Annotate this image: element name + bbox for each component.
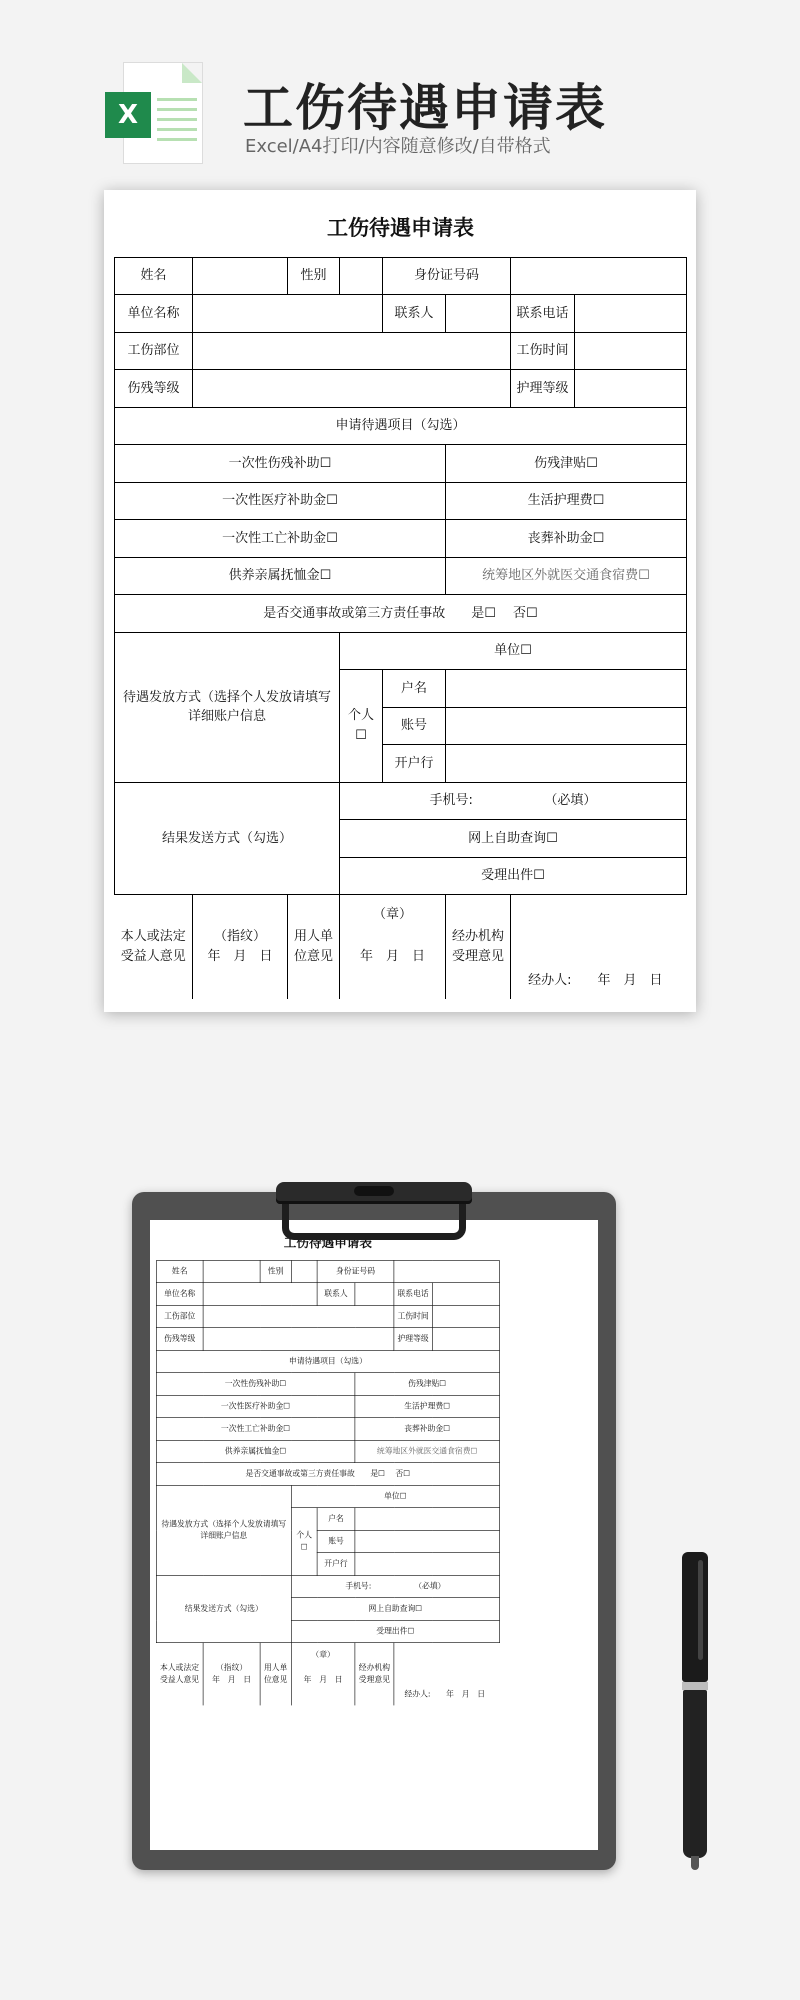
agency-opinion-label: 经办机构受理意见 <box>446 895 511 999</box>
fingerprint-label: （指纹） <box>213 929 266 945</box>
mini-checkbox-pickup[interactable]: 受理出件☐ <box>291 1620 499 1643</box>
pen-cap <box>682 1552 708 1682</box>
field-id-number[interactable] <box>511 257 687 295</box>
mini-form-title: 工伤待遇申请表 <box>156 1226 499 1260</box>
label-injury-part: 工伤部位 <box>115 332 193 370</box>
applicant-signoff[interactable] <box>193 895 288 999</box>
applicant-date: 年 月 日 <box>207 948 273 964</box>
mini-field-gender[interactable] <box>291 1260 317 1283</box>
checkbox-online-query[interactable]: 网上自助查询☐ <box>340 820 687 858</box>
field-gender[interactable] <box>340 257 383 295</box>
label-id-number: 身份证号码 <box>383 257 511 295</box>
employer-date: 年 月 日 <box>359 949 425 964</box>
mini-label-contact-person: 联系人 <box>317 1283 355 1306</box>
mini-checkbox-item-3[interactable]: 一次性医疗补助金☐ <box>156 1395 355 1418</box>
field-name[interactable] <box>193 257 288 295</box>
mini-field-injury-part[interactable] <box>203 1305 394 1328</box>
payment-method-label: 待遇发放方式（选择个人发放请填写详细账户信息 <box>115 632 340 782</box>
form-title: 工伤待遇申请表 <box>115 200 687 257</box>
application-form <box>156 1226 500 1705</box>
mini-checkbox-item-5[interactable]: 一次性工亡补助金☐ <box>156 1418 355 1441</box>
field-mobile[interactable]: 手机号: （必填） <box>340 782 687 820</box>
field-employer[interactable] <box>193 295 383 333</box>
page-title: 工伤待遇申请表 <box>243 79 607 137</box>
mini-checkbox-item-1[interactable]: 一次性伤残补助☐ <box>156 1373 355 1396</box>
mini-payment-method-label: 待遇发放方式（选择个人发放请填写详细账户信息 <box>156 1485 291 1575</box>
label-disability-level: 伤残等级 <box>115 370 193 408</box>
mini-label-injury-time: 工伤时间 <box>394 1305 432 1328</box>
mini-field-contact-phone[interactable] <box>432 1283 499 1306</box>
mini-applicant-opinion-label: 本人或法定受益人意见 <box>156 1643 203 1705</box>
mini-label-disability-level: 伤残等级 <box>156 1328 203 1351</box>
seal-label: （章） <box>372 907 412 922</box>
page-fold <box>182 63 202 83</box>
field-account-name[interactable] <box>446 670 687 708</box>
mini-label-injury-part: 工伤部位 <box>156 1305 203 1328</box>
mini-applicant-date: 年 月 日 <box>212 1675 252 1685</box>
mini-field-mobile[interactable]: 手机号: （必填） <box>291 1575 499 1598</box>
label-gender: 性别 <box>288 257 340 295</box>
pen-decoration <box>682 1552 708 1872</box>
mini-checkbox-item-2[interactable]: 伤残津贴☐ <box>355 1373 500 1396</box>
label-contact-person: 联系人 <box>383 295 446 333</box>
mini-field-account-number[interactable] <box>355 1530 500 1553</box>
field-disability-level[interactable] <box>193 370 511 408</box>
field-contact-person[interactable] <box>446 295 511 333</box>
checkbox-item-1[interactable]: 一次性伤残补助☐ <box>115 445 446 483</box>
field-account-number[interactable] <box>446 707 687 745</box>
mini-label-bank: 开户行 <box>317 1553 355 1576</box>
checkbox-item-2[interactable]: 伤残津贴☐ <box>446 445 687 483</box>
mini-label-contact-phone: 联系电话 <box>394 1283 432 1306</box>
form-sheet <box>104 190 696 1012</box>
mini-checkbox-item-8[interactable]: 统筹地区外就医交通食宿费☐ <box>355 1440 500 1463</box>
checkbox-payment-unit[interactable]: 单位☐ <box>340 632 687 670</box>
agent-signoff[interactable]: 经办人: 年 月 日 <box>511 895 687 999</box>
mini-fingerprint-label: （指纹） <box>215 1663 248 1673</box>
sheet-line-decor <box>157 118 197 121</box>
mini-employer-opinion-label: 用人单位意见 <box>260 1643 291 1705</box>
employer-opinion-label: 用人单位意见 <box>288 895 340 999</box>
excel-badge: X <box>105 92 151 138</box>
field-injury-time[interactable] <box>575 332 687 370</box>
items-header: 申请待遇项目（勾选） <box>115 407 687 445</box>
mini-result-method-label: 结果发送方式（勾选） <box>156 1575 291 1643</box>
mini-label-id-number: 身份证号码 <box>317 1260 394 1283</box>
mini-seal-label: （章） <box>311 1650 335 1660</box>
checkbox-item-5[interactable]: 一次性工亡补助金☐ <box>115 520 446 558</box>
checkbox-item-6[interactable]: 丧葬补助金☐ <box>446 520 687 558</box>
traffic-accident-question[interactable]: 是否交通事故或第三方责任事故 是☐ 否☐ <box>115 595 687 633</box>
mini-employer-signoff[interactable] <box>291 1643 355 1705</box>
mini-field-contact-person[interactable] <box>355 1283 394 1306</box>
mini-field-bank[interactable] <box>355 1553 500 1576</box>
label-account-number: 账号 <box>383 707 446 745</box>
clipboard-paper <box>150 1220 598 1850</box>
label-care-level: 护理等级 <box>511 370 575 408</box>
pen-ring <box>682 1682 708 1690</box>
form-frame-mini <box>156 1226 499 1705</box>
mini-applicant-signoff[interactable] <box>203 1643 260 1705</box>
mini-checkbox-online-query[interactable]: 网上自助查询☐ <box>291 1598 499 1621</box>
mini-field-name[interactable] <box>203 1260 260 1283</box>
mini-checkbox-item-7[interactable]: 供养亲属抚恤金☐ <box>156 1440 355 1463</box>
label-bank: 开户行 <box>383 745 446 783</box>
checkbox-item-7[interactable]: 供养亲属抚恤金☐ <box>115 557 446 595</box>
application-form <box>114 200 687 999</box>
mini-field-disability-level[interactable] <box>203 1328 394 1351</box>
mini-field-care-level[interactable] <box>432 1328 499 1351</box>
mini-label-account-name: 户名 <box>317 1508 355 1531</box>
checkbox-payment-person[interactable]: 个人☐ <box>340 670 383 783</box>
clipboard-clip <box>276 1182 472 1240</box>
mini-items-header: 申请待遇项目（勾选） <box>156 1350 499 1373</box>
mini-label-name: 姓名 <box>156 1260 203 1283</box>
pen-clip <box>698 1560 703 1660</box>
sheet-line-decor <box>157 108 197 111</box>
pen-body <box>683 1690 707 1858</box>
field-injury-part[interactable] <box>193 332 511 370</box>
field-care-level[interactable] <box>575 370 687 408</box>
mini-field-employer[interactable] <box>203 1283 317 1306</box>
mini-label-employer: 单位名称 <box>156 1283 203 1306</box>
checkbox-item-4[interactable]: 生活护理费☐ <box>446 482 687 520</box>
label-injury-time: 工伤时间 <box>511 332 575 370</box>
field-contact-phone[interactable] <box>575 295 687 333</box>
label-name: 姓名 <box>115 257 193 295</box>
mini-checkbox-payment-person[interactable]: 个人☐ <box>291 1508 317 1576</box>
mini-field-injury-time[interactable] <box>432 1305 499 1328</box>
mini-checkbox-item-4[interactable]: 生活护理费☐ <box>355 1395 500 1418</box>
checkbox-item-3[interactable]: 一次性医疗补助金☐ <box>115 482 446 520</box>
mini-employer-date: 年 月 日 <box>303 1675 343 1685</box>
employer-signoff[interactable] <box>340 895 446 999</box>
form-frame <box>114 200 686 1193</box>
mini-label-care-level: 护理等级 <box>394 1328 432 1351</box>
mini-checkbox-item-6[interactable]: 丧葬补助金☐ <box>355 1418 500 1441</box>
mini-agency-opinion-label: 经办机构受理意见 <box>355 1643 394 1705</box>
mini-label-gender: 性别 <box>260 1260 291 1283</box>
mini-label-account-number: 账号 <box>317 1530 355 1553</box>
mini-checkbox-payment-unit[interactable]: 单位☐ <box>291 1485 499 1508</box>
clipboard-preview <box>132 1192 616 1870</box>
field-bank[interactable] <box>446 745 687 783</box>
label-employer: 单位名称 <box>115 295 193 333</box>
mini-traffic-accident-question[interactable]: 是否交通事故或第三方责任事故 是☐ 否☐ <box>156 1463 499 1486</box>
checkbox-item-8[interactable]: 统筹地区外就医交通食宿费☐ <box>446 557 687 595</box>
sheet-line-decor <box>157 128 197 131</box>
applicant-opinion-label: 本人或法定受益人意见 <box>115 895 193 999</box>
label-contact-phone: 联系电话 <box>511 295 575 333</box>
excel-file-icon <box>105 62 203 164</box>
mini-field-id-number[interactable] <box>394 1260 500 1283</box>
mini-field-account-name[interactable] <box>355 1508 500 1531</box>
result-method-label: 结果发送方式（勾选） <box>115 782 340 895</box>
sheet-line-decor <box>157 138 197 141</box>
page-subtitle: Excel/A4打印/内容随意修改/自带格式 <box>245 136 551 157</box>
checkbox-pickup[interactable]: 受理出件☐ <box>340 857 687 895</box>
mini-agent-signoff[interactable]: 经办人: 年 月 日 <box>394 1643 500 1705</box>
sheet-line-decor <box>157 98 197 101</box>
label-account-name: 户名 <box>383 670 446 708</box>
clip-hole <box>354 1186 394 1196</box>
pen-tip <box>691 1856 699 1870</box>
